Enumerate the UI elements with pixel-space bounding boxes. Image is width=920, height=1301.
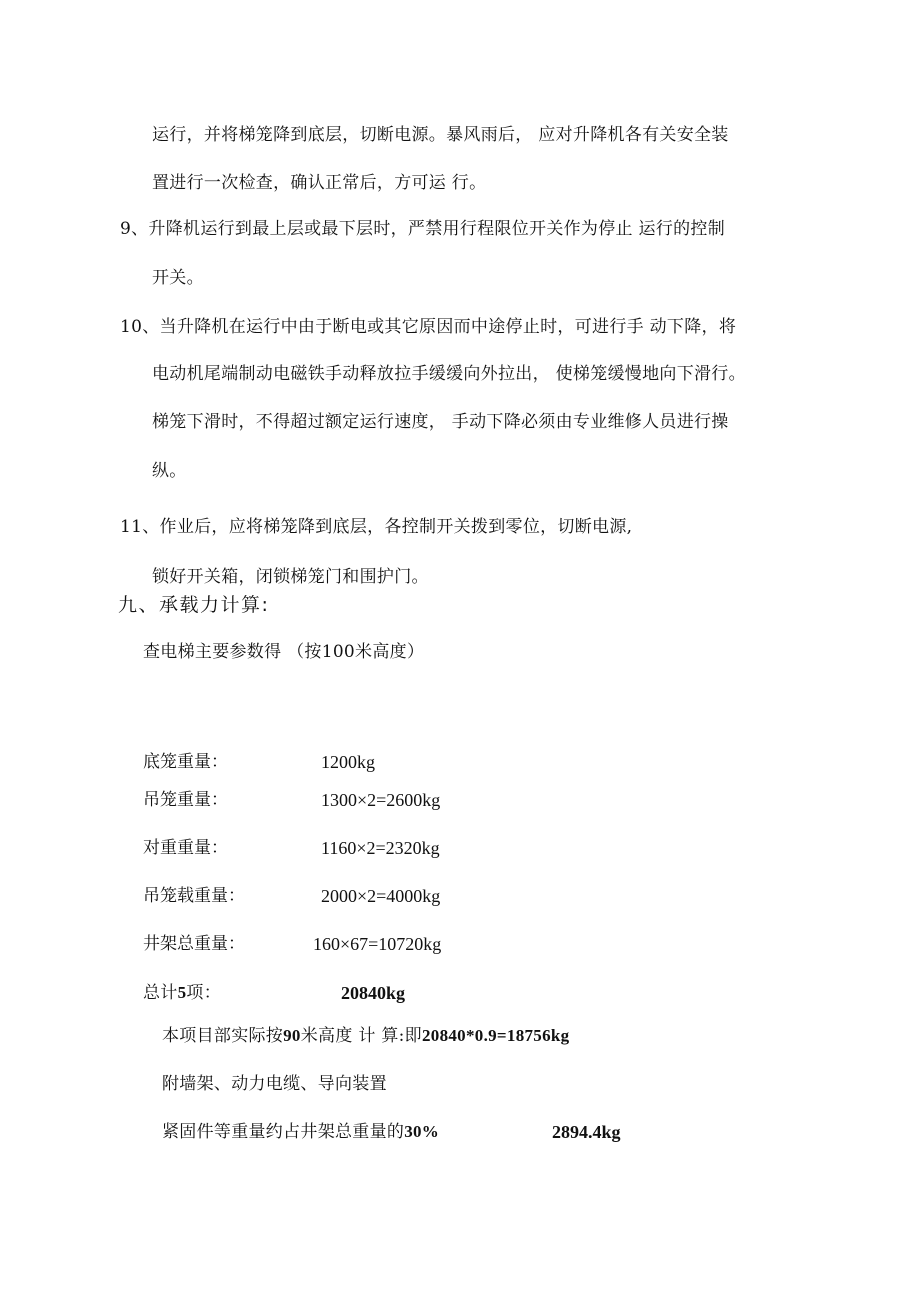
continuation-line-2: 置进行一次检查，确认正常后，方可运 行。 xyxy=(152,173,487,193)
weight-label: 底笼重量： xyxy=(143,752,228,772)
accessory-percent: 30% xyxy=(404,1122,440,1141)
item-10-line-2: 电动机尾端制动电磁铁手动释放拉手缓缓向外拉出， 使梯笼缓慢地向下滑行。 xyxy=(152,364,746,384)
continuation-line-1: 运行，并将梯笼降到底层，切断电源。暴风雨后， 应对升降机各有关安全装 xyxy=(152,125,729,145)
section-heading: 九、承载力计算: xyxy=(118,594,270,616)
item-11-line-1: 11、作业后，应将梯笼降到底层，各控制开关拨到零位，切断电源, xyxy=(120,517,633,537)
actual-prefix: 本项目部实际按 xyxy=(162,1026,284,1046)
total-label-prefix: 总计 xyxy=(143,983,178,1003)
accessory-line-2 xyxy=(162,1121,439,1143)
item-10-line-3: 梯笼下滑时，不得超过额定运行速度， 手动下降必须由专业维修人员进行操 xyxy=(152,412,729,432)
item-9-line-2: 开关。 xyxy=(152,268,204,288)
total-value: 20840kg xyxy=(341,983,406,1003)
weight-value: 160×67=10720kg xyxy=(313,934,442,954)
section-intro: 查电梯主要参数得 （按100米高度） xyxy=(143,642,425,662)
item-10-line-4: 纵。 xyxy=(152,461,187,481)
accessory-line-2-prefix: 紧固件等重量约占井架总重量的 xyxy=(162,1122,405,1142)
actual-formula: 20840*0.9=18756kg xyxy=(421,1026,570,1045)
accessory-line-1: 附墙架、动力电缆、导向装置 xyxy=(162,1074,387,1094)
total-row xyxy=(143,982,221,1004)
total-label-count: 5 xyxy=(177,983,187,1002)
weight-label: 吊笼重量： xyxy=(143,790,228,810)
actual-height: 90 xyxy=(283,1026,301,1045)
accessory-value: 2894.4kg xyxy=(552,1122,621,1142)
weight-value: 1200kg xyxy=(321,752,375,772)
actual-middle: 米高度 计 算:即 xyxy=(300,1026,422,1046)
weight-label: 井架总重量： xyxy=(143,934,245,954)
weight-value: 1300×2=2600kg xyxy=(321,790,441,810)
total-label-suffix: 项： xyxy=(186,983,222,1003)
weight-value: 1160×2=2320kg xyxy=(321,838,440,858)
item-11-line-2: 锁好开关箱，闭锁梯笼门和围护门。 xyxy=(152,567,429,587)
item-10-line-1: 10、当升降机在运行中由于断电或其它原因而中途停止时，可进行手 动下降，将 xyxy=(120,317,737,337)
weight-label: 吊笼载重量： xyxy=(143,886,245,906)
actual-calc-line xyxy=(162,1025,569,1047)
item-9-line-1: 9、升降机运行到最上层或最下层时，严禁用行程限位开关作为停止 运行的控制 xyxy=(120,219,726,239)
weight-label: 对重重量： xyxy=(143,838,228,858)
weight-value: 2000×2=4000kg xyxy=(321,886,441,906)
